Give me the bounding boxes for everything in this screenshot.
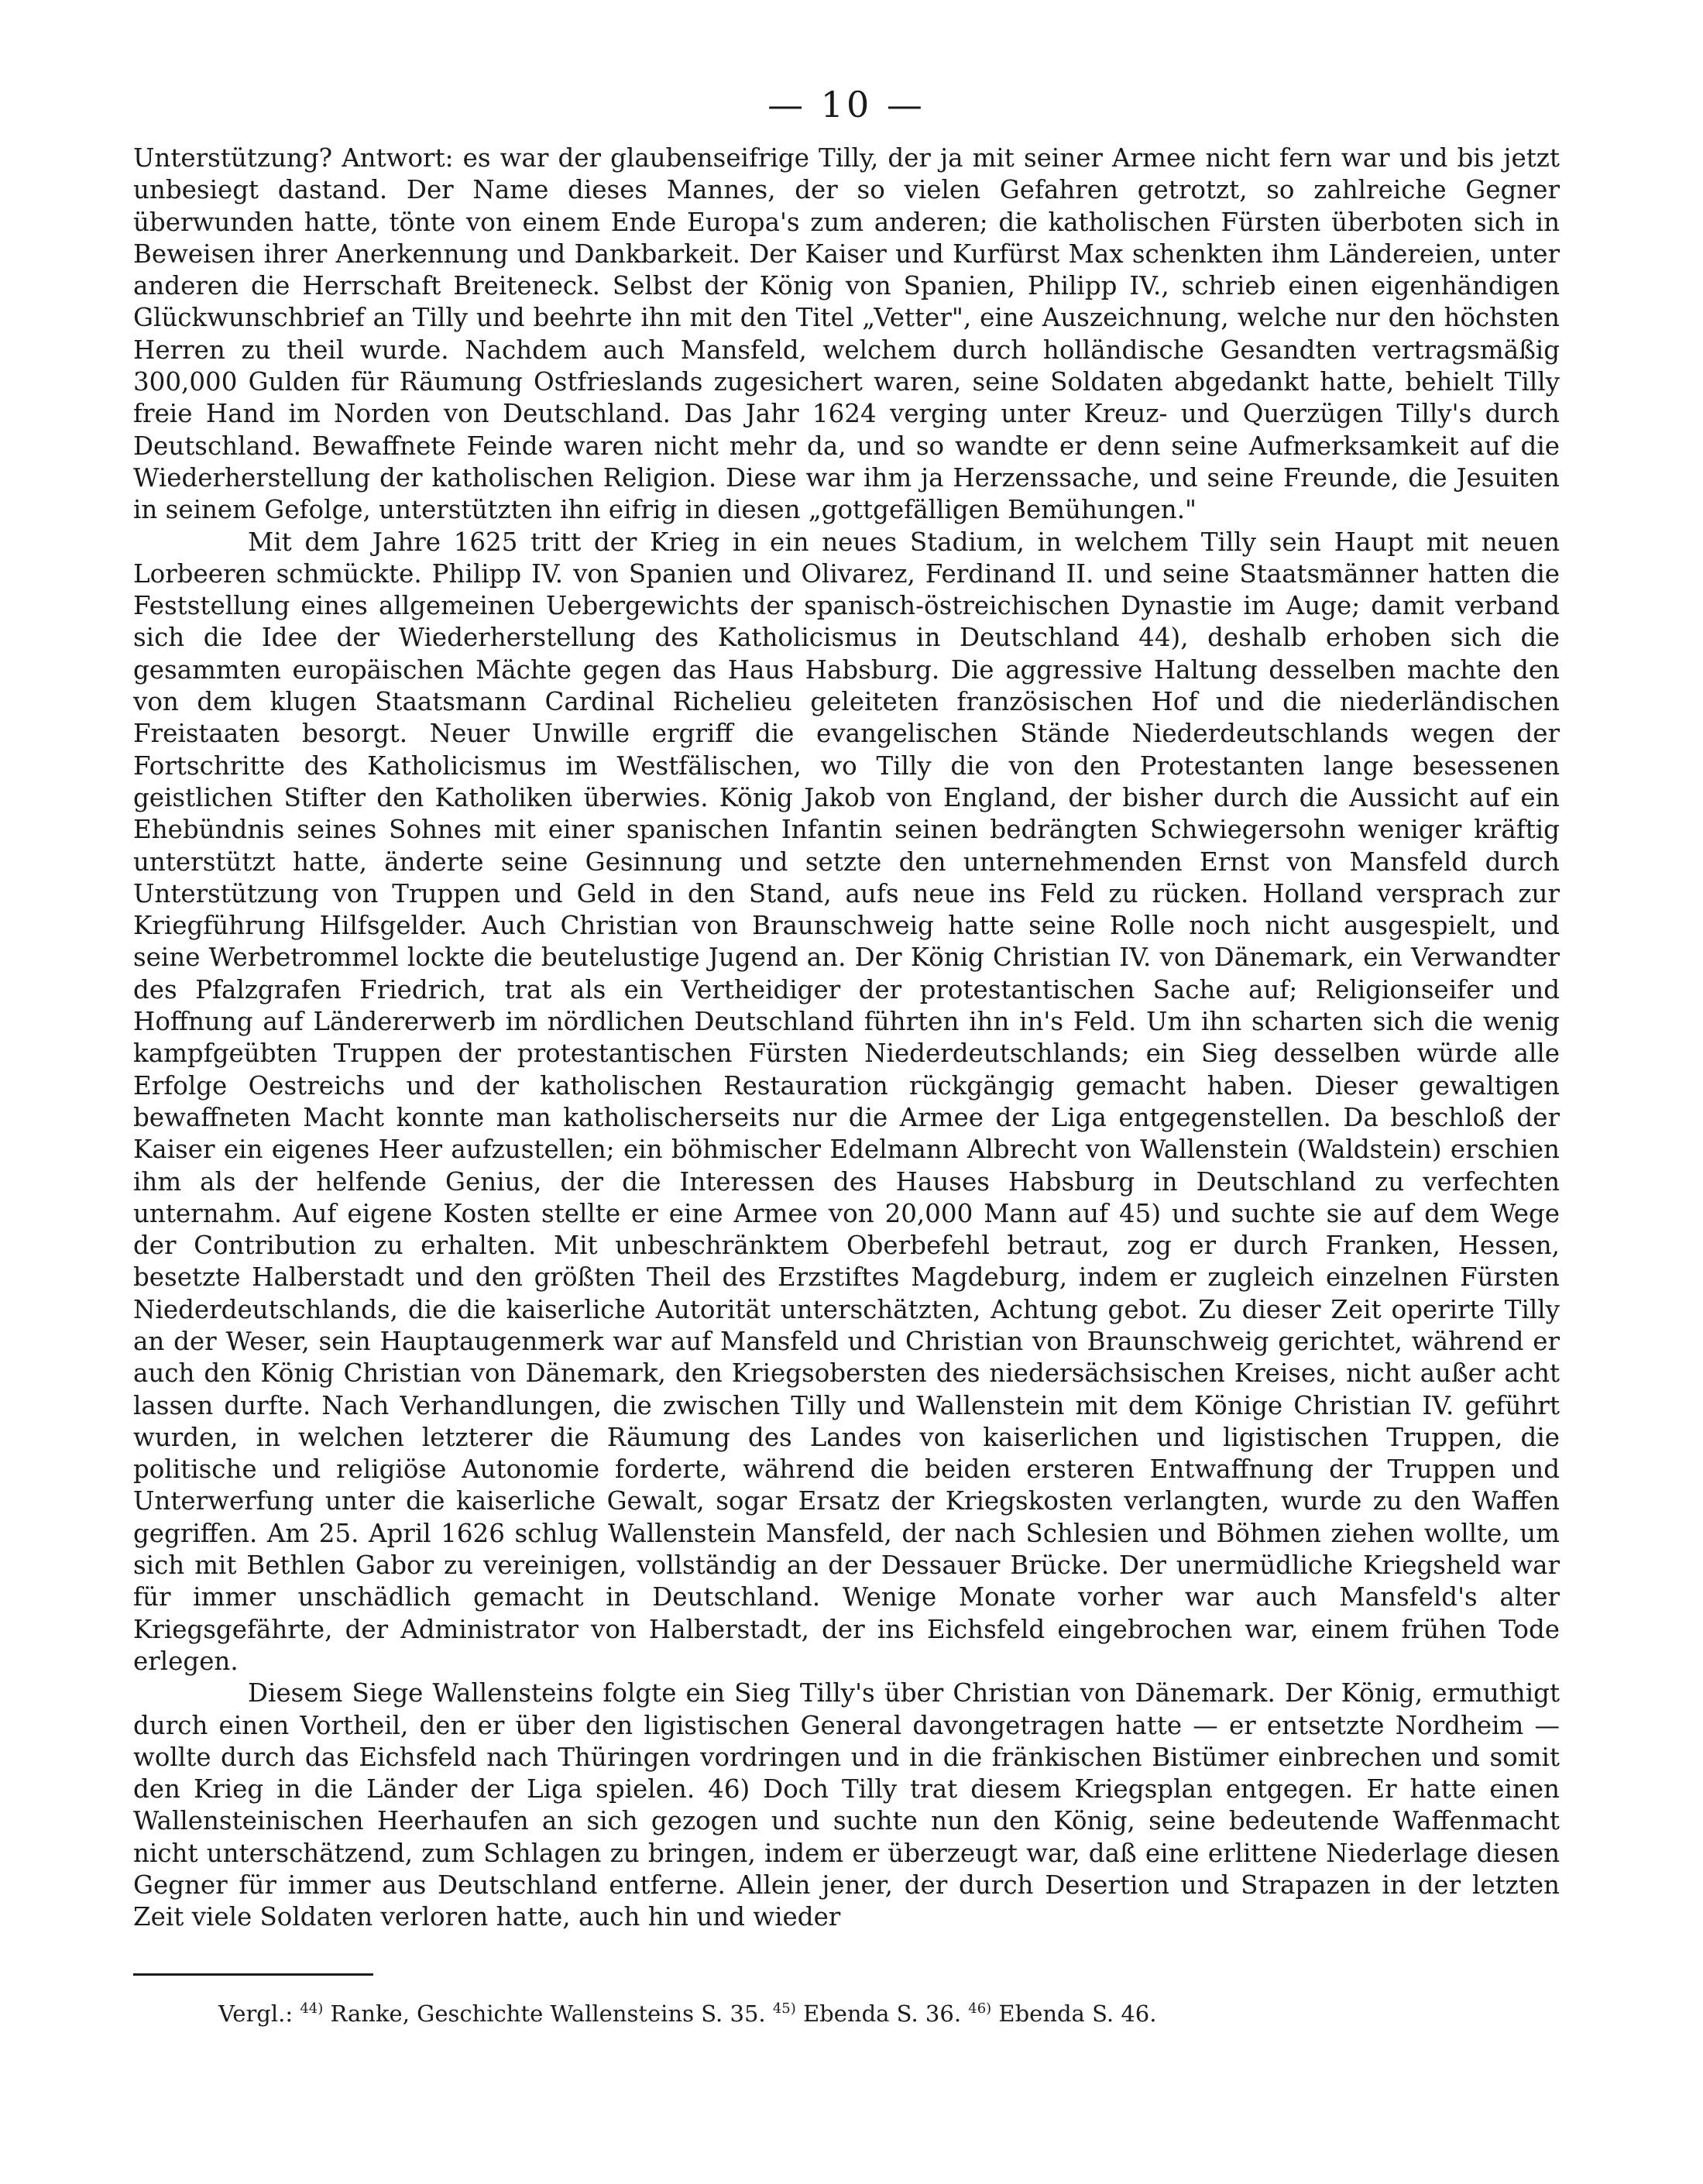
footnote-mark-45: 45)	[772, 2000, 796, 2017]
footnotes	[218, 1998, 1156, 2029]
page-number: — 10 —	[767, 84, 925, 125]
footnote-prefix: Vergl.:	[218, 2000, 294, 2027]
footnote-mark-44: 44)	[300, 2000, 324, 2017]
footnote-divider	[133, 1973, 373, 1976]
paragraph-2: Mit dem Jahre 1625 tritt der Krieg in ein neues Stadium, in welchem Tilly sein Haupt mit neuen Lorbeeren schmückte. Philipp IV. von Spanien und Olivarez, Ferdinand II. und seine Staatsmänner hatten die Feststellung eines allgemeinen Uebergewichts der spanisch-östreichischen Dynastie im Auge; damit verband sich die Idee der Wiederherstellung des Katholicismus in Deutschland 44), deshalb erhoben sich die gesammten europäischen Mächte gegen das Haus Habsburg. Die aggressive Haltung desselben machte den von dem klugen Staatsmann Cardinal Richelieu geleiteten französischen Hof und die niederländischen Freistaaten besorgt. Neuer Unwille ergriff die evangelischen Stände Niederdeutschlands wegen der Fortschritte des Katholicismus im Westfälischen, wo Tilly die von den Protestanten lange besessenen geistlichen Stifter den Katholiken überwies. König Jakob von England, der bisher durch die Aussicht auf ein Ehebündnis seines Sohnes mit einer spanischen Infantin seinen bedrängten Schwiegersohn weniger kräftig unterstützt hatte, änderte seine Gesinnung und setzte den unternehmenden Ernst von Mansfeld durch Unterstützung von Truppen und Geld in den Stand, aufs neue ins Feld zu rücken. Holland versprach zur Kriegführung Hilfsgelder. Auch Christian von Braunschweig hatte seine Rolle noch nicht ausgespielt, und seine Werbetrommel lockte die beutelustige Jugend an. Der König Christian IV. von Dänemark, ein Verwandter des Pfalzgrafen Friedrich, trat als ein Vertheidiger der protestantischen Sache auf; Religionseifer und Hoffnung auf Ländererwerb im nördlichen Deutschland führten ihn in's Feld. Um ihn scharten sich die wenig kampfgeübten Truppen der protestantischen Fürsten Niederdeutschlands; ein Sieg desselben würde alle Erfolge Oestreichs und der katholischen Restauration rückgängig gemacht haben. Dieser gewaltigen bewaffneten Macht konnte man katholischerseits nur die Armee der Liga entgegenstellen. Da beschloß der Kaiser ein eigenes Heer aufzustellen; ein böhmischer Edelmann Albrecht von Wallenstein (Waldstein) erschien ihm als der helfende Genius, der die Interessen des Hauses Habsburg in Deutschland zu verfechten unternahm. Auf eigene Kosten stellte er eine Armee von 20,000 Mann auf 45) und suchte sie auf dem Wege der Contribution zu erhalten. Mit unbeschränktem Oberbefehl betraut, zog er durch Franken, Hessen, besetzte Halberstadt und den größten Theil des Erzstiftes Magdeburg, indem er zugleich einzelnen Fürsten Niederdeutschlands, die die kaiserliche Autorität unterschätzten, Achtung gebot. Zu dieser Zeit operirte Tilly an der Weser, sein Hauptaugenmerk war auf Mansfeld und Christian von Braunschweig gerichtet, während er auch den König Christian von Dänemark, den Kriegsobersten des niedersächsischen Kreises, nicht außer acht lassen durfte. Nach Verhandlungen, die zwischen Tilly und Wallenstein mit dem Könige Christian IV. geführt wurden, in welchen letzterer die Räumung des Landes von kaiserlichen und ligistischen Truppen, die politische und religiöse Autonomie forderte, während die beiden ersteren Entwaffnung der Truppen und Unterwerfung unter die kaiserliche Gewalt, sogar Ersatz der Kriegskosten verlangten, wurde zu den Waffen gegriffen. Am 25. April 1626 schlug Wallenstein Mansfeld, der nach Schlesien und Böhmen ziehen wollte, um sich mit Bethlen Gabor zu vereinigen, vollständig an der Dessauer Brücke. Der unermüdliche Kriegsheld war für immer unschädlich gemacht in Deutschland. Wenige Monate vorher war auch Mansfeld's alter Kriegsgefährte, der Administrator von Halberstadt, der ins Eichsfeld eingebrochen war, einem frühen Tode erlegen.	[133, 527, 1560, 1676]
footnote-46: Ebenda S. 46.	[998, 2000, 1157, 2027]
footnote-mark-46: 46)	[968, 2000, 992, 2017]
book-page	[133, 77, 1560, 1934]
paragraph-3: Diesem Siege Wallensteins folgte ein Sieg Tilly's über Christian von Dänemark. Der König, ermuthigt durch einen Vortheil, den er über den ligistischen General davongetragen hatte — er entsetzte Nordheim — wollte durch das Eichsfeld nach Thüringen vordringen und in die fränkischen Bistümer einbrechen und somit den Krieg in die Länder der Liga spielen. 46) Doch Tilly trat diesem Kriegsplan entgegen. Er hatte einen Wallensteinischen Heerhaufen an sich gezogen und suchte nun den König, seine bedeutende Waffenmacht nicht unterschätzend, zum Schlagen zu bringen, indem er überzeugt war, daß eine erlittene Niederlage diesen Gegner für immer aus Deutschland entferne. Allein jener, der durch Desertion und Strapazen in der letzten Zeit viele Soldaten verloren hatte, auch hin und wieder	[133, 1678, 1560, 1932]
footnote-45: Ebenda S. 36.	[803, 2000, 962, 2027]
paragraph-1: Unterstützung? Antwort: es war der glaubenseifrige Tilly, der ja mit seiner Armee nicht fern war und bis jetzt unbesiegt dastand. Der Name dieses Mannes, der so vielen Gefahren getrotzt, so zahlreiche Gegner überwunden hatte, tönte von einem Ende Europa's zum anderen; die katholischen Fürsten überboten sich in Beweisen ihrer Anerkennung und Dankbarkeit. Der Kaiser und Kurfürst Max schenkten ihm Ländereien, unter anderen die Herrschaft Breiteneck. Selbst der König von Spanien, Philipp IV., schrieb einen eigenhändigen Glückwunschbrief an Tilly und beehrte ihn mit den Titel „Vetter", eine Auszeichnung, welche nur den höchsten Herren zu theil wurde. Nachdem auch Mansfeld, welchem durch holländische Gesandten vertragsmäßig 300,000 Gulden für Räumung Ostfrieslands zugesichert waren, seine Soldaten abgedankt hatte, behielt Tilly freie Hand im Norden von Deutschland. Das Jahr 1624 verging unter Kreuz- und Querzügen Tilly's durch Deutschland. Bewaffnete Feinde waren nicht mehr da, und so wandte er denn seine Aufmerksamkeit auf die Wiederherstellung der katholischen Religion. Diese war ihm ja Herzenssache, und seine Freunde, die Jesuiten in seinem Gefolge, unterstützten ihn eifrig in diesen „gottgefälligen Bemühungen."	[133, 143, 1560, 525]
footnote-44: Ranke, Geschichte Wallensteins S. 35.	[330, 2000, 766, 2027]
main-text	[133, 143, 1560, 1934]
